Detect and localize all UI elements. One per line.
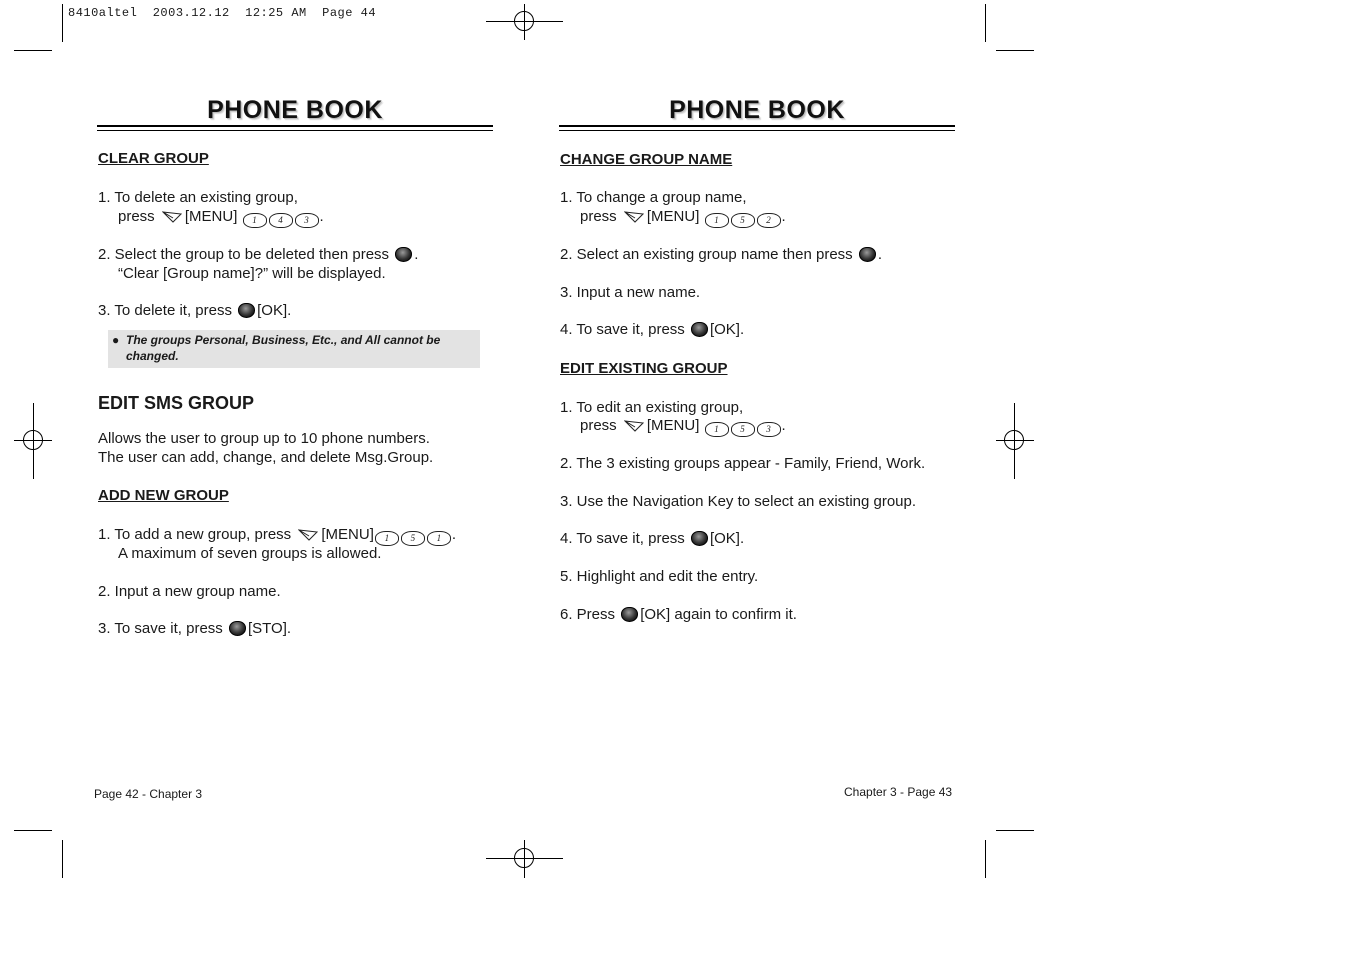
add-step-1-note: A maximum of seven groups is allowed.: [118, 545, 382, 562]
edit-step-4: 4. To save it, press [OK].: [560, 530, 745, 547]
ok-button-icon: [238, 303, 255, 318]
change-step-3: 3. Input a new name.: [560, 284, 701, 301]
left-title-rule: [97, 125, 493, 127]
left-title-rule-thin: [97, 130, 493, 131]
clear-step-1: 1. To delete an existing group,: [98, 189, 298, 206]
menu-softkey-icon: [624, 211, 644, 223]
right-page-title: PHONE BOOK: [669, 96, 845, 124]
ok-button-icon: [859, 247, 876, 262]
right-title-rule: [559, 125, 955, 127]
clear-step-2-result: “Clear [Group name]?” will be displayed.: [118, 265, 386, 282]
edit-sms-desc-1: Allows the user to group up to 10 phone numbers.: [98, 430, 430, 447]
bullet-icon: ●: [112, 333, 120, 347]
number-key-icon: 1: [705, 422, 729, 437]
edit-step-2: 2. The 3 existing groups appear - Family, Friend, Work.: [560, 455, 926, 472]
ok-button-icon: [691, 322, 708, 337]
right-footer: Chapter 3 - Page 43: [844, 785, 953, 799]
left-footer: Page 42 - Chapter 3: [94, 787, 203, 801]
number-key-icon: 1: [705, 213, 729, 228]
number-key-icon: 4: [269, 213, 293, 228]
add-new-heading: ADD NEW GROUP: [98, 487, 229, 504]
menu-softkey-icon: [162, 211, 182, 223]
menu-softkey-icon: [298, 529, 318, 541]
number-key-icon: 1: [243, 213, 267, 228]
number-key-icon: 3: [295, 213, 319, 228]
clear-step-2: 2. Select the group to be deleted then press .: [98, 246, 419, 263]
change-step-1: 1. To change a group name,: [560, 189, 747, 206]
left-page-title: PHONE BOOK: [207, 96, 383, 124]
edit-existing-heading: EDIT EXISTING GROUP: [560, 360, 728, 377]
number-key-icon: 2: [757, 213, 781, 228]
edit-step-1-keys: press [MENU] 1 5 3 .: [580, 416, 786, 437]
ok-button-icon: [691, 531, 708, 546]
number-key-icon: 1: [427, 531, 451, 546]
edit-sms-desc-2: The user can add, change, and delete Msg.Group.: [98, 449, 434, 466]
clear-group-note: ● The groups Personal, Business, Etc., and All cannot be changed.: [108, 330, 480, 368]
change-step-4: 4. To save it, press [OK].: [560, 321, 745, 338]
ok-button-icon: [395, 247, 412, 262]
number-key-icon: 1: [375, 531, 399, 546]
number-key-icon: 5: [731, 213, 755, 228]
number-key-icon: 3: [757, 422, 781, 437]
add-step-3: 3. To save it, press [STO].: [98, 620, 292, 637]
edit-step-3: 3. Use the Navigation Key to select an existing group.: [560, 493, 917, 510]
number-key-icon: 5: [731, 422, 755, 437]
add-step-1: 1. To add a new group, press [MENU] 1 5 1 .: [98, 525, 456, 546]
number-key-icon: 5: [401, 531, 425, 546]
clear-step-3: 3. To delete it, press [OK].: [98, 302, 292, 319]
add-step-2: 2. Input a new group name.: [98, 583, 281, 600]
edit-step-6: 6. Press [OK] again to confirm it.: [560, 606, 797, 623]
change-step-1-keys: press [MENU] 1 5 2 .: [580, 207, 786, 228]
edit-step-1: 1. To edit an existing group,: [560, 399, 744, 416]
print-slug: 8410altel 2003.12.12 12:25 AM Page 44: [68, 6, 377, 20]
menu-softkey-icon: [624, 420, 644, 432]
change-step-2: 2. Select an existing group name then press .: [560, 246, 883, 263]
ok-button-icon: [621, 607, 638, 622]
change-name-heading: CHANGE GROUP NAME: [560, 151, 733, 168]
clear-step-1-keys: press [MENU] 1 4 3 .: [118, 207, 324, 228]
edit-sms-heading: EDIT SMS GROUP: [98, 393, 255, 413]
clear-group-heading: CLEAR GROUP: [98, 150, 209, 167]
right-title-rule-thin: [559, 130, 955, 131]
edit-step-5: 5. Highlight and edit the entry.: [560, 568, 759, 585]
ok-button-icon: [229, 621, 246, 636]
